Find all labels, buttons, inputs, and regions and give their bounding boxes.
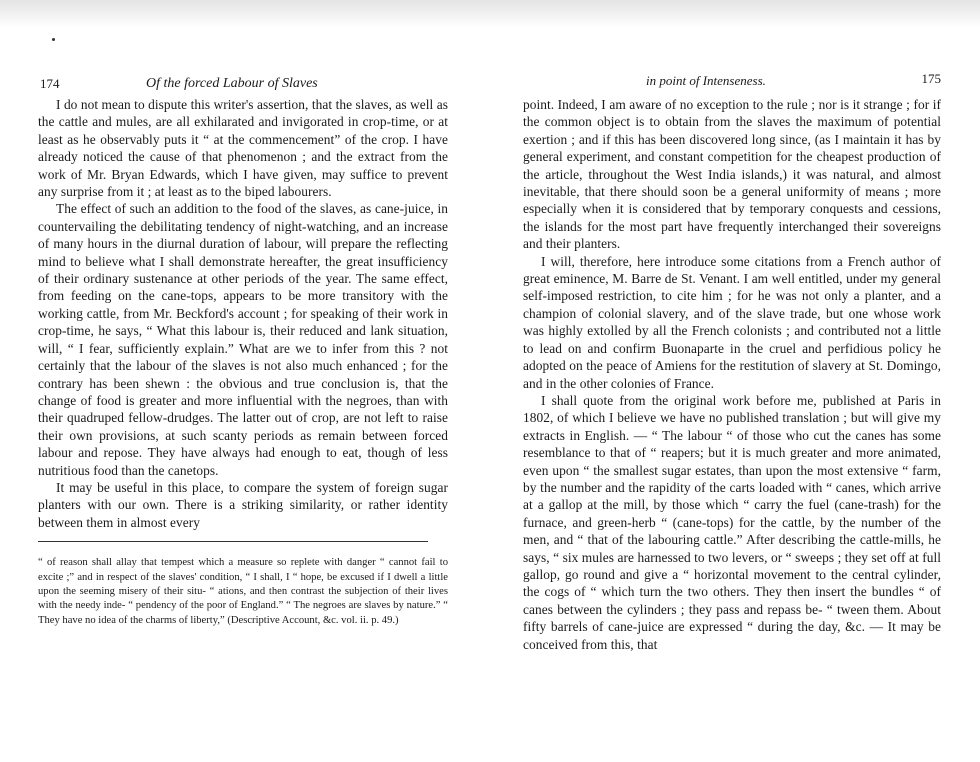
left-page-header [38, 70, 448, 96]
left-paragraph-2: The effect of such an addition to the food of the slaves, as cane-juice, in countervailing the debilitating tendency of night-watching, and an increase of many hours in the diurnal duration of labour, will prepare the reflecting mind to believe what I shall demonstrate hereafter, the great insufficiency of their ordinary sustenance at other periods of the year. The same effect, from feeding on the cane-tops, appears to be more transitory with the working cattle, from Mr. Beckford's account ; for speaking of their work in crop-time, he says, “ What this labour is, their reduced and lank situation, will, “ I fear, sufficiently explain.” What are we to infer from this ? not certainly that the labour of the slaves is not also much enhanced ; for the contrary has been shewn : the obvious and true conclusion is, that the change of food is greater and more influential with the negroes, than with their quadruped fellow-drudges. The latter out of crop, are not left to raise their own provisions, at such scanty periods as remain between forced labour and repose. They have always had enough to eat, though of less nutritious food than the canetops. [38, 201, 448, 478]
footnote-text: “ of reason shall allay that tempest which a measure so replete with danger “ cannot fail to excite ;” and in respect of the slaves' condition, “ I shall, I “ hope, be excused if I dwell a little upon the seeming misery of their situ- “ ations, and then contrast the subjection of their lives with the needy inde- “ pendency of the poor of England.” “ The negroes are slaves by nature.” “ They have no idea of the charms of liberty,” (Descriptive Account, &c. vol. ii. p. 49.) [38, 557, 448, 626]
left-paragraph-3: It may be useful in this place, to compare the system of foreign sugar planters with our own. There is a striking similarity, or rather identity between them in almost every [38, 479, 448, 530]
right-paragraph-3: I shall quote from the original work before me, published at Paris in 1802, of which I believe we have no published translation ; but will give my extracts in English. — “ The labour “ of those who cut the canes has some resemblance to that of “ reapers; but it is much greater and more animated, even upon “ the smallest sugar estates, than upon the most extensive “ farm, by the number and the rapidity of the carts loaded with “ canes, which arrive at a gallop at the mill, by those which “ carry the fuel (cane-trash) for the furnace, and green-herb “ (cane-tops) for the cattle, by the number of the men, and “ that of the labouring cattle.” After describing the cattle-mills, he says, “ six mules are harnessed to two levers, or “ sweeps ; they set off at full gallop, go round and give a “ horizontal movement to the central cylinder, the cogs of “ which turn the two others. They then insert the bundles “ of canes between the cylinders ; they pass and repass be- “ tween them. About fifty barrels of cane-juice are expressed “ during the day, &c. — It may be conceived from this, that [523, 392, 941, 652]
left-page-number: 174 [40, 76, 60, 91]
scan-top-shading [0, 0, 980, 28]
right-running-title: in point of Intenseness. [646, 73, 766, 88]
right-page-body [523, 96, 941, 653]
left-page [38, 70, 448, 628]
left-paragraph-1: I do not mean to dispute this writer's assertion, that the slaves, as well as the cattle and mules, are all exhilarated and invigorated in crop-time, or at least as he observably puts it “ at the commencement” of the crop. I have already noticed the cause of that phenomenon ; and the extract from the work of Mr. Bryan Edwards, which I have given, may suffice to prevent any surprise from it ; at least as to the biped labourers. [38, 97, 448, 200]
right-page-header [523, 70, 941, 96]
right-page-number: 175 [921, 71, 941, 86]
scan-speck [52, 38, 55, 41]
left-running-title: Of the forced Labour of Slaves [146, 76, 318, 91]
footnote-rule [38, 541, 428, 542]
right-paragraph-1: point. Indeed, I am aware of no exception to the rule ; nor is it strange ; for if the common object is to obtain from the slaves the maximum of potential exertion ; and if this has been discovered long since, (as I maintain it has by general experiment, and constant competition for the cheapest production of the article, throughout the West India islands,) it was natural, and almost inevitable, that there should soon be a general uniformity of means ; more especially when it is considered that by temporary conquests and cessions, the islands for the most part have frequently interchanged their sovereigns and their planters. [523, 97, 941, 252]
right-paragraph-2: I will, therefore, here introduce some citations from a French author of great eminence, M. Barre de St. Venant. I am well entitled, under my general self-imposed restriction, to cite him ; for he was not only a planter, and a champion of colonial slavery, and of the slave trade, but one whose work was highly extolled by all the French colonists ; and contributed not a little to lead on and confirm Buonaparte in the cruel and perfidious policy he adopted on the peace of Amiens for the restitution of slavery at St. Domingo, and in the other colonies of France. [523, 253, 941, 391]
left-page-body [38, 96, 448, 531]
right-page [523, 70, 941, 653]
footnote [38, 556, 448, 628]
